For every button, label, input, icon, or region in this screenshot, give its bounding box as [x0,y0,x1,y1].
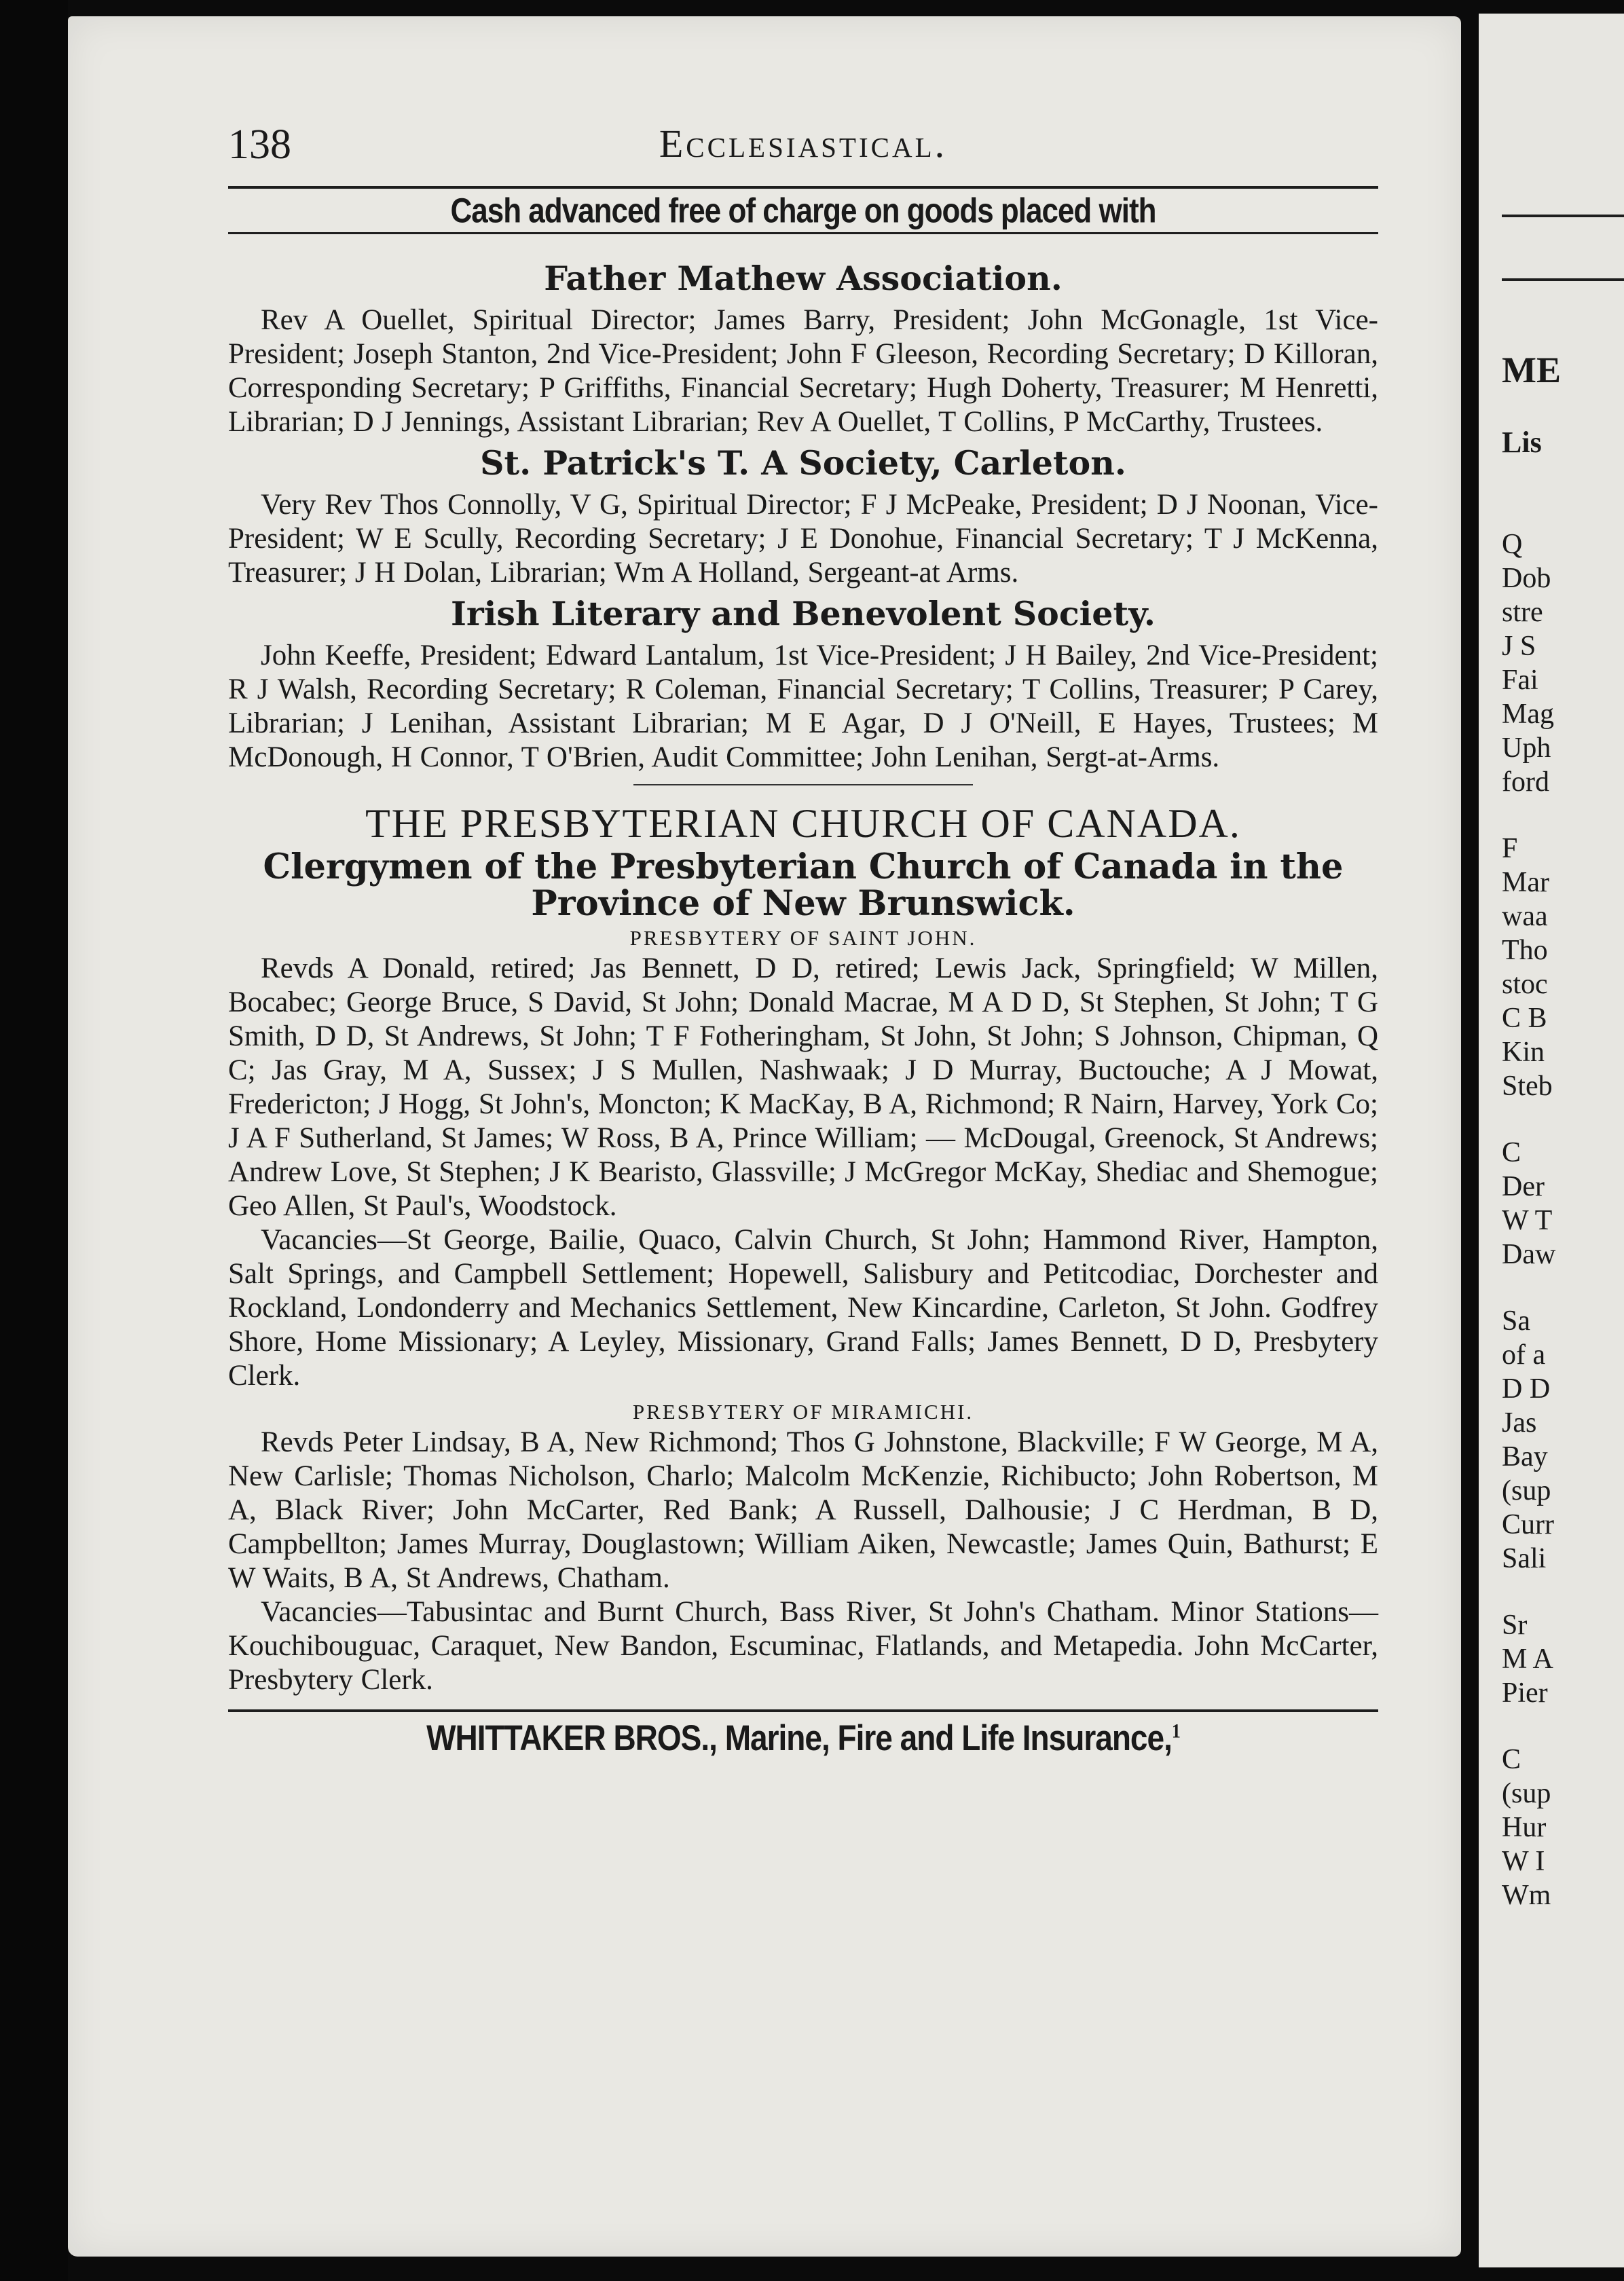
right-page-line: Kin [1502,1037,1545,1068]
right-page-rule [1502,215,1624,217]
running-head [228,118,1378,179]
running-title-text: Ecclesiastical. [659,122,948,166]
right-page-line: Wm [1502,1880,1551,1911]
church-title: THE PRESBYTERIAN CHURCH OF CANADA. [365,801,1241,846]
book-page-right [1479,14,1624,2267]
right-page-rule [1502,278,1624,281]
right-page-line: Fai [1502,665,1538,696]
running-title [228,121,1378,166]
right-page-line: Mag [1502,699,1554,730]
right-page-line: C [1502,1744,1521,1775]
scan-left-edge [0,0,68,2281]
right-page-lines [1502,527,1624,1912]
right-page-line: Pier [1502,1677,1548,1709]
right-page-line [1502,1710,1624,1743]
right-page-line: Curr [1502,1509,1554,1540]
top-banner: Cash advanced free of charge on goods placed with [450,191,1156,230]
right-page-line: Sali [1502,1543,1547,1574]
right-page-line: C [1502,1137,1521,1168]
right-page-line: D D [1502,1373,1551,1405]
page-number: 138 [228,122,291,168]
presbytery-heading: PRESBYTERY OF SAINT JOHN. [629,926,977,950]
right-page-line: Q [1502,529,1523,560]
presbytery-heading: PRESBYTERY OF MIRAMICHI. [632,1400,974,1424]
right-page-line: Jas [1502,1407,1537,1439]
right-page-line: stre [1502,597,1543,628]
right-page-heading: ME [1502,350,1561,390]
right-page-line: J S [1502,631,1536,662]
society-heading: Irish Literary and Benevolent Society. [451,594,1156,633]
presbytery-clergy: Revds A Donald, retired; Jas Bennett, D D, retired; Lewis Jack, Springfield; W Millen, Bocabec; George Bruce, S David, St John; Donald Macrae, M A D D, St Stephen, St John; T G Smith, D D, St Andrews, St John; T F Fotheringham, St John, St John; S Johnson, Chipman, Q C; Jas Gray, M A, Sussex; J S Mullen, Nashwaak; J D Murray, Buctouche; A J Mowat, Fredericton; J Hogg, St John's, Moncton; K MacKay, B A, Richmond; R Nairn, Harvey, York Co; J A F Sutherland, St James; W Ross, B A, Prince William; — McDougal, Greenock, St Andrews; Andrew Love, St Stephen; J K Bearisto, Glassville; J McGregor McKay, Shediac and Shemogue; Geo Allen, St Paul's, Woodstock. [228,952,1378,1222]
society-body: Rev A Ouellet, Spiritual Director; James Barry, President; John McGonagle, 1st Vice-President; Joseph Stanton, 2nd Vice-President; John F Gleeson, Recording Secretary; D Killoran, Corresponding Secretary; P Griffiths, Financial Secretary; Hugh Doherty, Treasurer; M Henretti, Librarian; D J Jennings, Assistant Librarian; Rev A Ouellet, T Collins, P McCarthy, Trustees. [228,304,1378,438]
church-subtitle: Clergymen of the Presbyterian Church of Canada in the Province of New Brunswick. [263,847,1344,924]
society-heading: Father Mathew Association. [544,259,1063,298]
right-page-line: Hur [1502,1812,1547,1843]
presbytery-vacancies: Vacancies—Tabusintac and Burnt Church, Bass River, St John's Chatham. Minor Stations—Kouchibouguac, Caraquet, New Bandon, Escuminac, Flatlands, and Metapedia. John McCarter, Presbytery Clerk. [228,1596,1378,1696]
right-page-line: Uph [1502,732,1551,764]
presbytery-clergy: Revds Peter Lindsay, B A, New Richmond; Thos G Johnstone, Blackville; F W George, M A, New Carlisle; Thomas Nicholson, Charlo; Malcolm McKenzie, Richibucto; John Robertson, M A, Black River; John McCarter, Red Bank; A Russell, Dalhousie; J C Herdman, B D, Campbellton; James Murray, Douglastown; William Aiken, Newcastle; James Quin, Bathurst; E W Waits, B A, St Andrews, Chatham. [228,1426,1378,1594]
society-body: Very Rev Thos Connolly, V G, Spiritual Director; F J McPeake, President; D J Noonan, Vice-President; W E Scully, Recording Secretary; J E Donohue, Financial Secretary; T J McKenna, Treasurer; J H Dolan, Librarian; Wm A Holland, Sergeant-at Arms. [228,489,1378,589]
right-page-line: C B [1502,1003,1547,1034]
right-page-line: (sup [1502,1778,1551,1809]
bottom-banner-sup: 1 [1171,1719,1180,1743]
right-page-line: waa [1502,901,1548,932]
right-page-line: Daw [1502,1239,1556,1270]
right-page-line: W I [1502,1846,1545,1877]
book-page-left [68,16,1461,2257]
right-page-subheading: Lis [1502,426,1542,459]
society-heading: St. Patrick's T. A Society, Carleton. [480,443,1126,483]
section-divider [633,784,973,785]
right-page-line [1502,799,1624,832]
right-page-line: Der [1502,1171,1545,1202]
page-content [228,118,1378,1756]
right-page-line [1502,1576,1624,1608]
right-page-line: Tho [1502,935,1548,966]
right-page-line: ford [1502,766,1549,798]
right-page-line: (sup [1502,1475,1551,1506]
right-page-line: W T [1502,1205,1553,1236]
presbytery-vacancies: Vacancies—St George, Bailie, Quaco, Calvin Church, St John; Hammond River, Hampton, Salt Springs, and Campbell Settlement; Hopewell, Salisbury and Petitcodiac, Dorchester and Rockland, Londonderry and Mechanics Settlement, New Kincardine, Carleton, St John. Godfrey Shore, Home Missionary; A Leyley, Missionary, Grand Falls; James Bennett, D D, Presbytery Clerk. [228,1224,1378,1392]
right-page-line: of a [1502,1339,1546,1371]
right-page-line: Sr [1502,1610,1528,1641]
right-page-line: Sa [1502,1305,1530,1337]
right-page-line: Mar [1502,867,1549,898]
right-page-line [1502,1272,1624,1304]
right-page-content [1502,14,1624,1912]
right-page-line [1502,1103,1624,1136]
right-page-line: Bay [1502,1441,1548,1472]
right-page-line: F [1502,833,1518,864]
right-page-line: Steb [1502,1071,1553,1102]
society-body: John Keeffe, President; Edward Lantalum, 1st Vice-President; J H Bailey, 2nd Vice-President; R J Walsh, Recording Secretary; R Coleman, Financial Secretary; T Collins, Treasurer; P Carey, Librarian; J Lenihan, Assistant Librarian; M E Agar, D J O'Neill, E Hayes, Trustees; M McDonough, H Connor, T O'Brien, Audit Committee; John Lenihan, Sergt-at-Arms. [228,639,1378,773]
bottom-banner-text: WHITTAKER BROS., Marine, Fire and Life Insurance, [426,1717,1172,1758]
bottom-banner [228,1709,1378,1759]
right-page-line: Dob [1502,563,1551,594]
right-page-line: stoc [1502,969,1548,1000]
right-page-line: M A [1502,1644,1553,1675]
